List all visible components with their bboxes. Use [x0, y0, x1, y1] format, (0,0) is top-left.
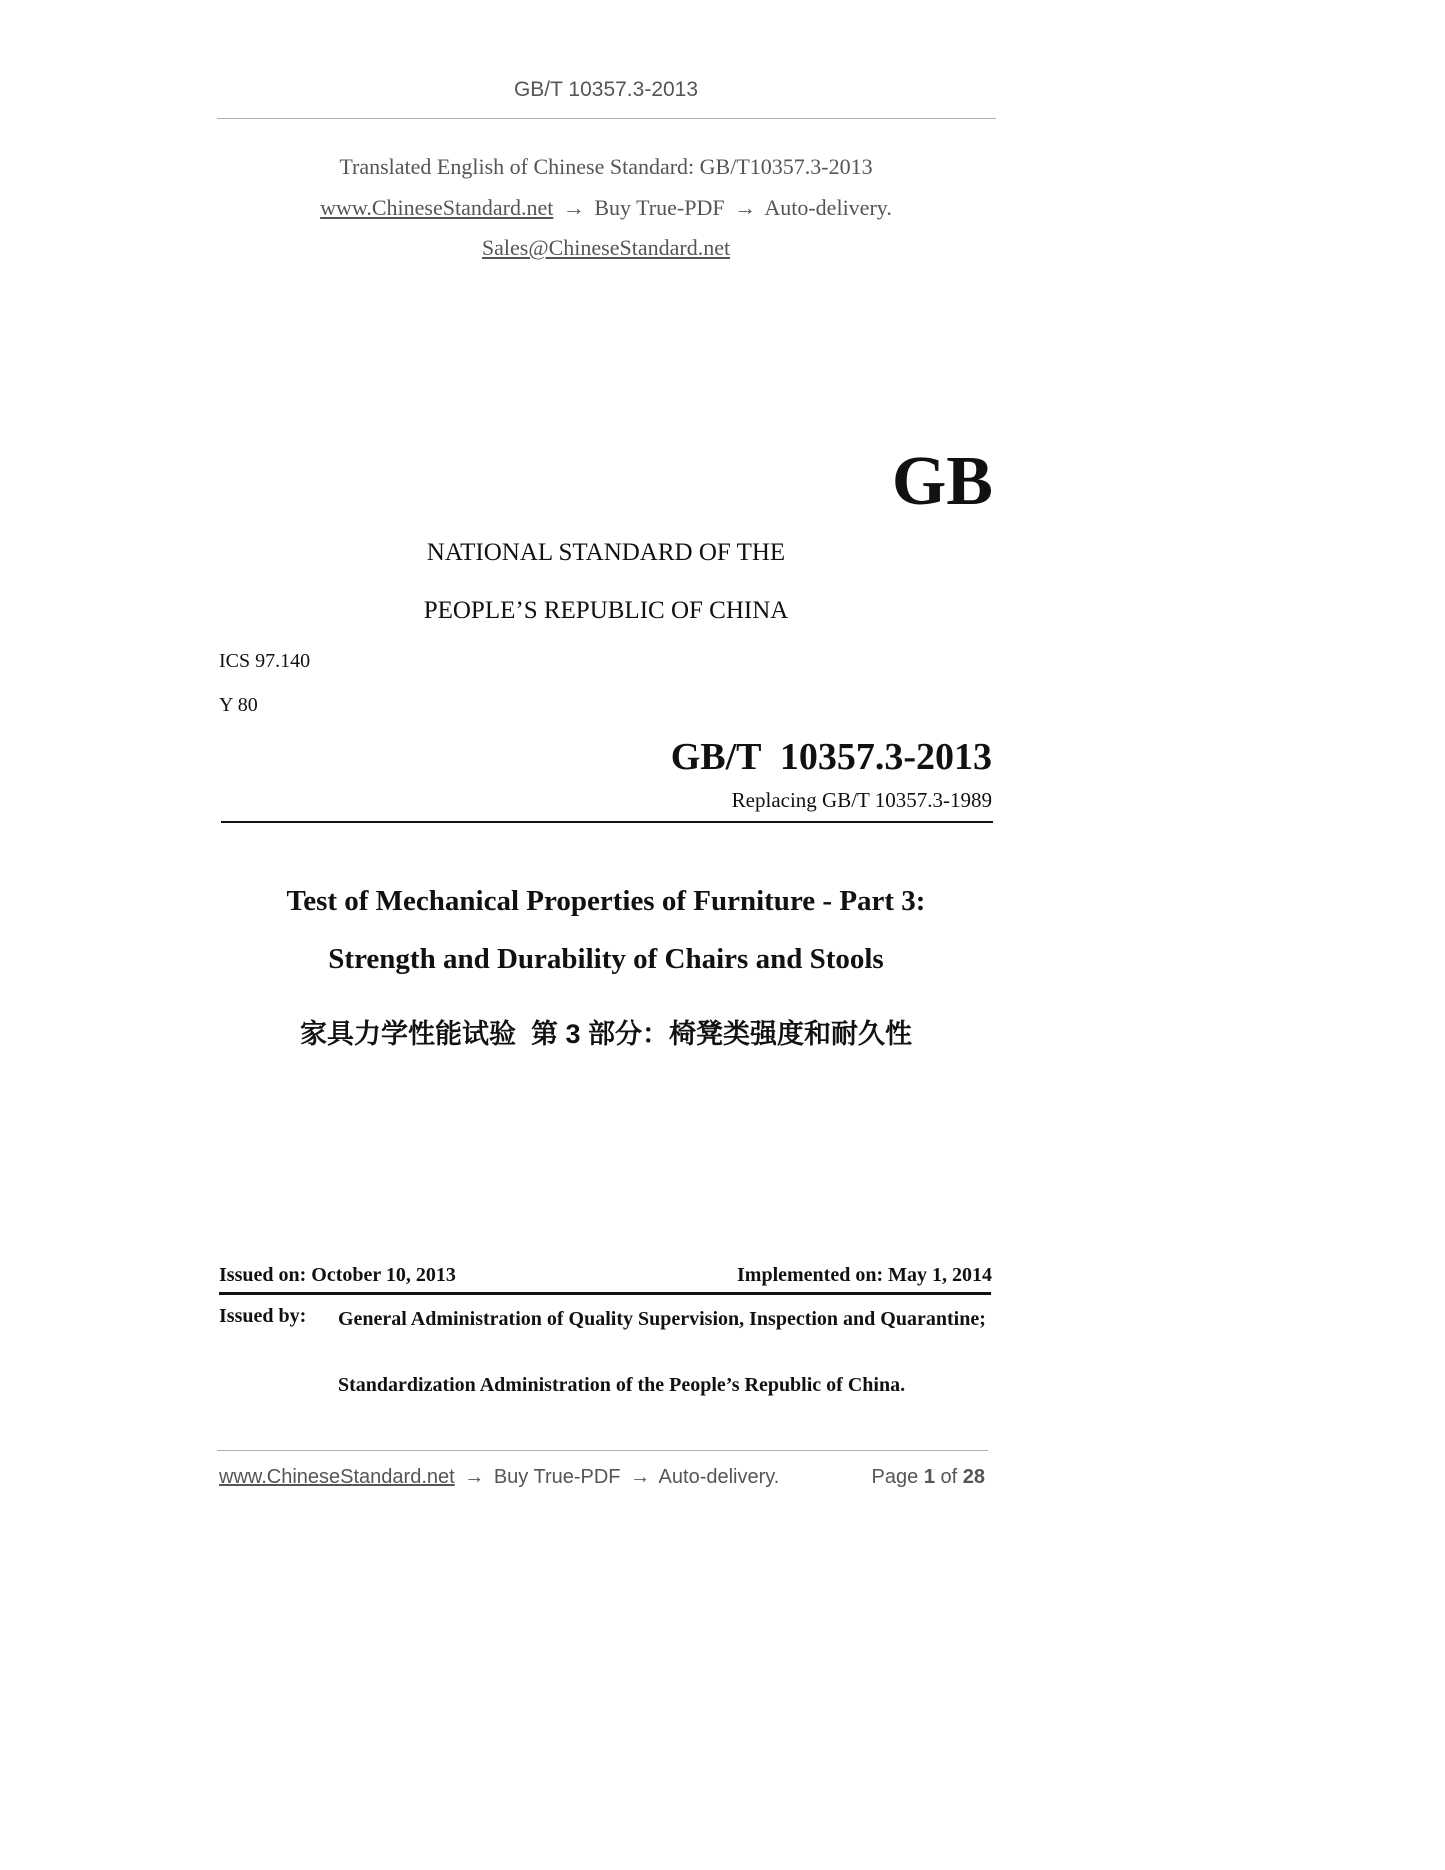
title-cn: 家具力学性能试验 第 3 部分：椅凳类强度和耐久性	[299, 1019, 913, 1049]
title-en-line2: Strength and Durability of Chairs and Stools	[328, 943, 884, 975]
of-label: of	[940, 1466, 958, 1488]
issued-by-agency-2: Standardization Administration of the People’s Republic of China.	[338, 1374, 906, 1396]
footer-site-link[interactable]: www.ChineseStandard.net	[219, 1466, 455, 1488]
footer-divider	[217, 1450, 988, 1451]
title-divider	[221, 821, 993, 823]
footer-auto-text: Auto-delivery.	[658, 1466, 780, 1488]
title-en-line1: Test of Mechanical Properties of Furniture - Part 3:	[286, 885, 926, 917]
translation-notice: Translated English of Chinese Standard: GB/T10357.3-2013	[339, 154, 873, 179]
translation-links	[0, 195, 1212, 221]
email-line	[0, 235, 1212, 261]
page-number: 1	[923, 1466, 935, 1488]
sales-email-link[interactable]: Sales@ChineseStandard.net	[481, 235, 731, 260]
running-header: GB/T 10357.3-2013	[513, 78, 699, 101]
arrow-right-icon: →	[562, 195, 585, 220]
issued-by-label: Issued by:	[219, 1305, 307, 1327]
arrow-right-icon: →	[464, 1466, 485, 1488]
ics-code: ICS 97.140	[219, 650, 311, 672]
issued-by-agency-1: General Administration of Quality Supervision, Inspection and Quarantine;	[338, 1308, 986, 1330]
arrow-right-icon: →	[734, 195, 757, 220]
replacing-note: Replacing GB/T 10357.3-1989	[731, 788, 992, 812]
page-total: 28	[962, 1466, 985, 1488]
issued-on: Issued on: October 10, 2013	[219, 1264, 456, 1286]
standard-number: GB/T 10357.3-2013	[670, 736, 992, 778]
dates-divider	[219, 1292, 991, 1295]
ccs-code: Y 80	[219, 694, 258, 716]
arrow-right-icon: →	[630, 1466, 651, 1488]
implemented-on: Implemented on: May 1, 2014	[737, 1264, 992, 1286]
footer-buy-text: Buy True-PDF	[493, 1466, 621, 1488]
buy-true-pdf-text: Buy True-PDF	[594, 195, 725, 220]
auto-delivery-text: Auto-delivery.	[764, 195, 892, 220]
gb-mark: GB	[891, 443, 993, 520]
header-divider	[217, 118, 996, 119]
footer-links	[219, 1466, 779, 1489]
site-link[interactable]: www.ChineseStandard.net	[320, 195, 554, 220]
page-indicator	[760, 1466, 985, 1489]
national-standard-line2: PEOPLE’S REPUBLIC OF CHINA	[423, 597, 789, 624]
national-standard-line1: NATIONAL STANDARD OF THE	[426, 539, 786, 566]
page-label: Page	[871, 1466, 919, 1488]
